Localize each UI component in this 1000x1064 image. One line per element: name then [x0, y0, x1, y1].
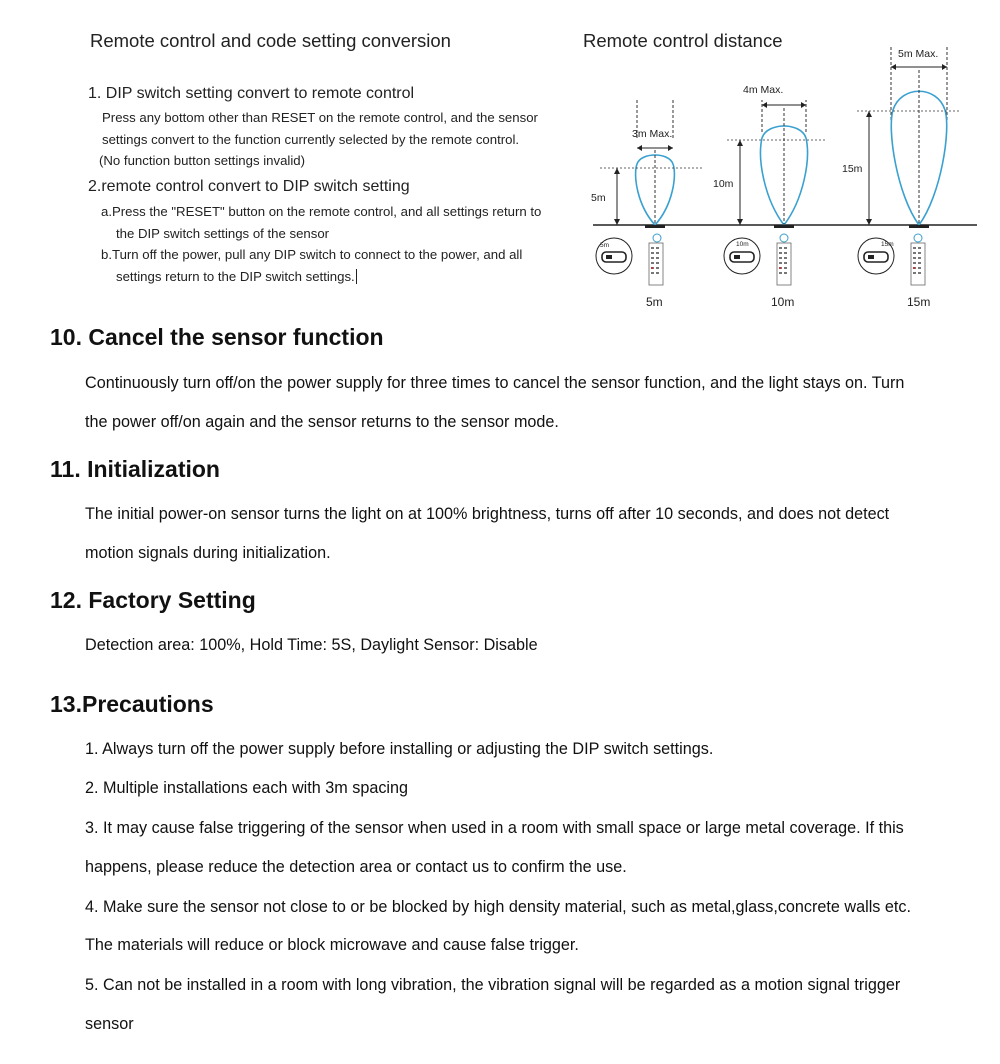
distance-title: Remote control distance: [583, 30, 783, 51]
height-label-10m: 10m: [713, 178, 734, 190]
conversion-item2-line: a.Press the "RESET" button on the remote control, and all settings return to: [101, 204, 542, 219]
bottom-label-10m: 10m: [771, 295, 795, 309]
section-line: the power off/on again and the sensor returns to the sensor mode.: [85, 413, 559, 431]
svg-text:5m: 5m: [600, 242, 610, 249]
precaution-line: happens, please reduce the detection area or contact us to confirm the use.: [85, 858, 627, 876]
width-label-4m: 4m Max.: [743, 84, 784, 96]
bottom-label-15m: 15m: [907, 295, 931, 309]
section-heading-initialization: 11. Initialization: [50, 456, 220, 482]
width-label-3m: 3m Max.: [632, 128, 673, 140]
section-line: Continuously turn off/on the power supply for three times to cancel the sensor function, and the light stays on. Turn: [85, 374, 905, 392]
conversion-item1-line: settings convert to the function currently selected by the remote control.: [102, 132, 520, 147]
precaution-line: The materials will reduce or block microwave and cause false trigger.: [85, 936, 579, 954]
distance-group-5m: [591, 100, 703, 309]
conversion-title: Remote control and code setting conversion: [90, 30, 451, 51]
precaution-line: sensor: [85, 1015, 134, 1033]
distance-group-10m: [713, 84, 825, 309]
conversion-item2-heading: 2.remote control convert to DIP switch setting: [88, 178, 410, 195]
remote-distance-diagram: [585, 40, 985, 315]
conversion-item1-line: Press any bottom other than RESET on the remote control, and the sensor: [102, 110, 538, 125]
precaution-line: 2. Multiple installations each with 3m spacing: [85, 779, 409, 797]
section-heading-precautions: 13.Precautions: [50, 691, 214, 717]
section-heading-cancel-sensor: 10. Cancel the sensor function: [50, 324, 384, 350]
svg-text:15m: 15m: [881, 241, 894, 248]
height-label-15m: 15m: [842, 163, 863, 175]
section-line: Detection area: 100%, Hold Time: 5S, Daylight Sensor: Disable: [85, 636, 538, 654]
conversion-item2-line: b.Turn off the power, pull any DIP switch to connect to the power, and all: [101, 247, 523, 262]
precaution-line: 1. Always turn off the power supply before installing or adjusting the DIP switch settings.: [85, 740, 714, 758]
precaution-line: 3. It may cause false triggering of the sensor when used in a room with small space or large metal coverage. If this: [85, 819, 904, 837]
bottom-label-5m: 5m: [646, 295, 663, 309]
width-label-5m: 5m Max.: [898, 48, 939, 60]
section-line: motion signals during initialization.: [85, 544, 331, 562]
conversion-item1-line: (No function button settings invalid): [99, 153, 305, 168]
precaution-line: 5. Can not be installed in a room with long vibration, the vibration signal will be regarded as a motion signal trigger: [85, 976, 901, 994]
section-heading-factory-setting: 12. Factory Setting: [50, 587, 256, 613]
conversion-item2-line: settings return to the DIP switch settings.: [116, 269, 355, 284]
svg-text:10m: 10m: [736, 241, 749, 248]
conversion-item2-line: the DIP switch settings of the sensor: [116, 226, 330, 241]
height-label-5m: 5m: [591, 192, 606, 204]
conversion-item1-heading: 1. DIP switch setting convert to remote control: [88, 85, 415, 102]
precaution-line: 4. Make sure the sensor not close to or be blocked by high density material, such as metal,glass,concrete walls etc.: [85, 898, 911, 916]
distance-group-15m: [842, 45, 960, 309]
section-line: The initial power-on sensor turns the light on at 100% brightness, turns off after 10 seconds, and does not detect: [85, 505, 890, 523]
